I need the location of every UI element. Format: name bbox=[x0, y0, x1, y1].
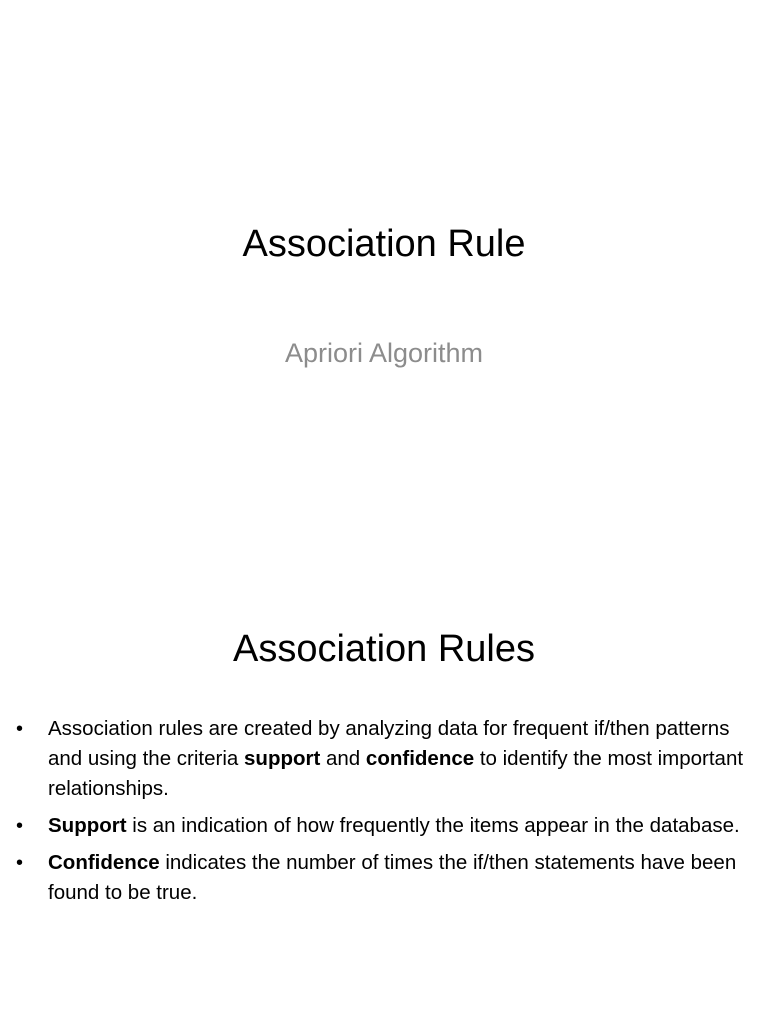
bullet-item-confidence bbox=[16, 848, 746, 908]
bullet-keyword-support: support bbox=[244, 747, 321, 770]
bullet-marker: • bbox=[16, 815, 24, 837]
bullet-text: is an indication of how frequently the items appear in the database. bbox=[126, 814, 740, 837]
bullet-text: indicates the number of times the if/then statements have been found to be true. bbox=[48, 851, 737, 904]
slide-subtitle: Apriori Algorithm bbox=[284, 338, 484, 368]
bullet-marker: • bbox=[16, 852, 24, 874]
bullet-text: to identify the most important relationships. bbox=[48, 747, 744, 800]
bullet-keyword-confidence: confidence bbox=[365, 747, 475, 770]
bullet-list bbox=[16, 714, 746, 915]
bullet-item-association-rules bbox=[16, 714, 746, 804]
bullet-keyword-confidence: Confidence bbox=[48, 851, 160, 874]
bullet-text: and bbox=[320, 747, 366, 770]
bullet-marker: • bbox=[16, 718, 24, 740]
bullet-item-support bbox=[16, 811, 746, 841]
slide-content-heading: Association Rules bbox=[232, 628, 536, 670]
slide-title-heading: Association Rule bbox=[242, 223, 526, 265]
slide-content bbox=[0, 512, 768, 1024]
bullet-keyword-support: Support bbox=[48, 814, 127, 837]
bullet-text: Association rules are created by analyzing data for frequent if/then patterns and using the criteria bbox=[48, 717, 730, 770]
